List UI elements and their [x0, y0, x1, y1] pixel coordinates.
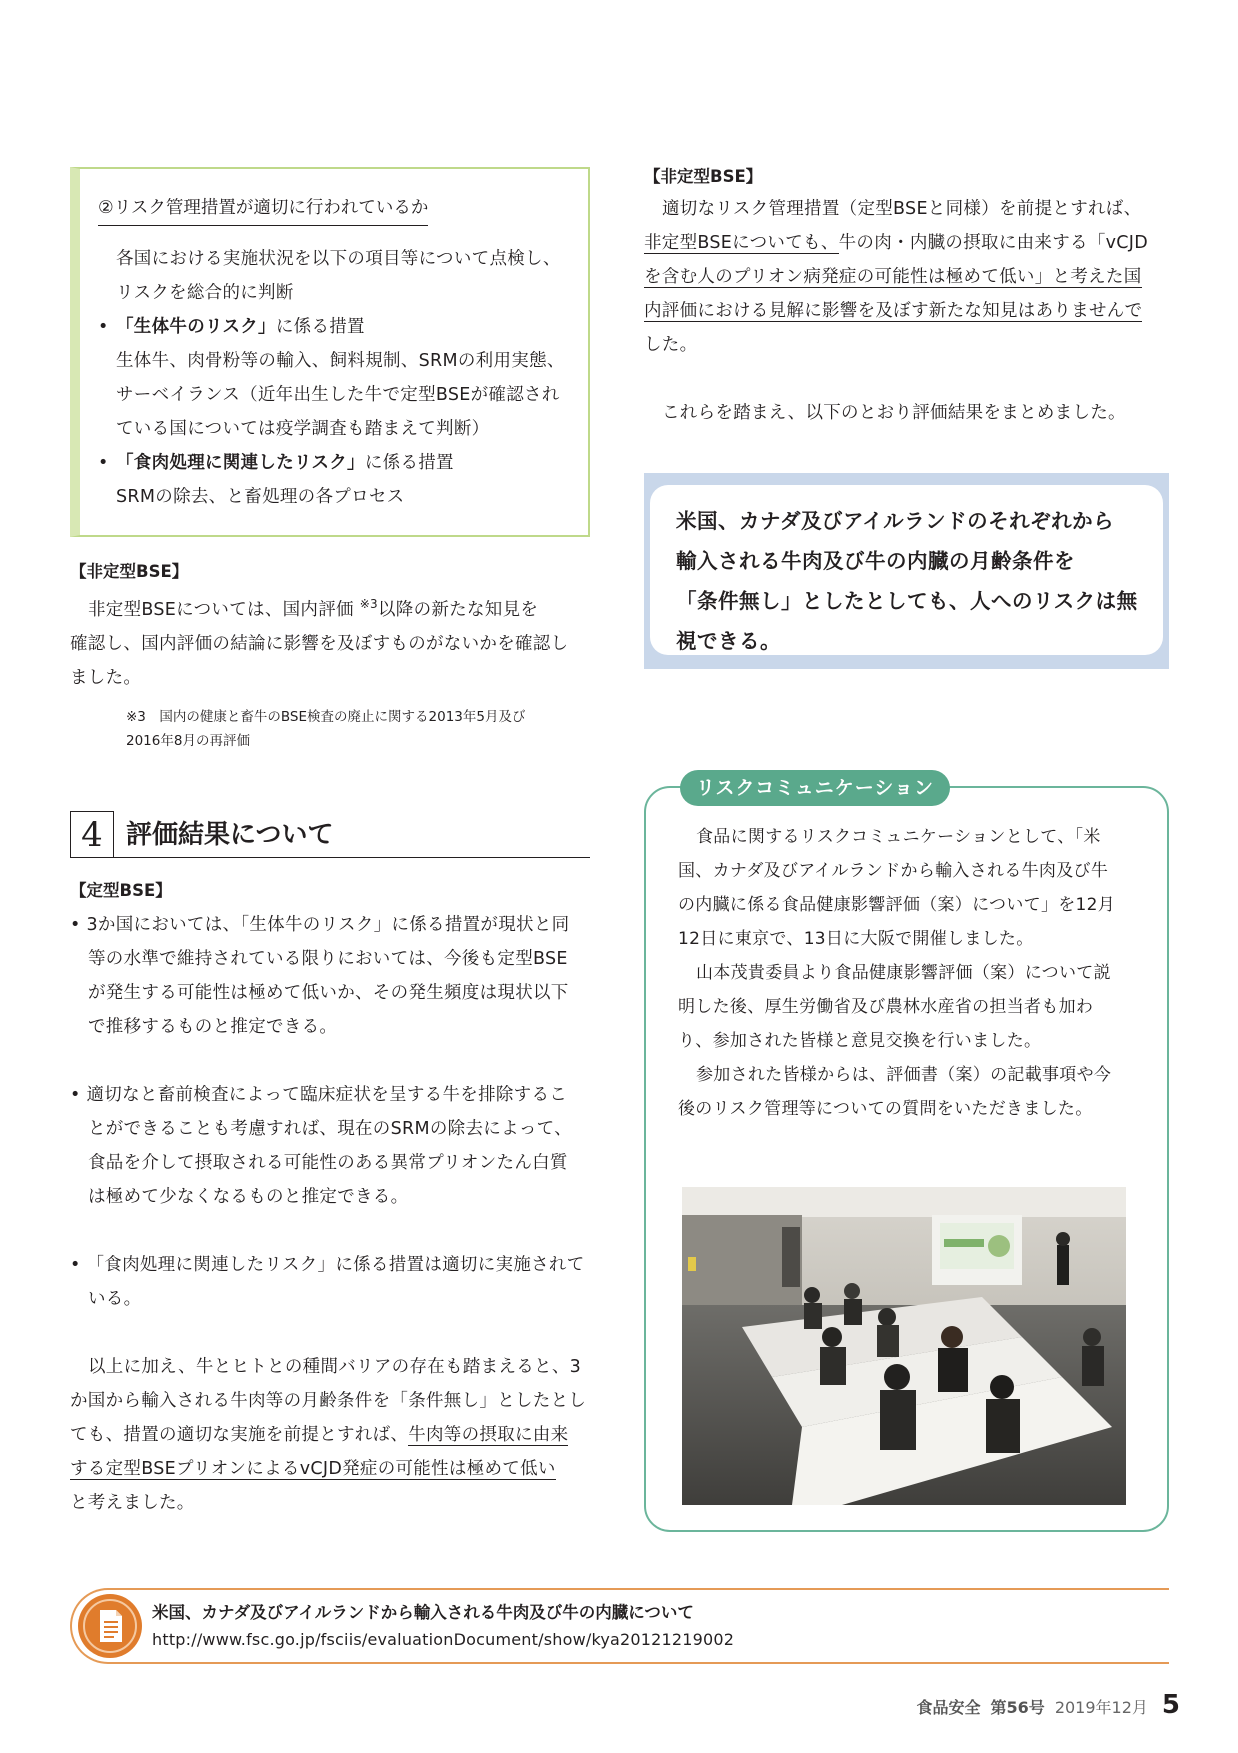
underlined-text: 非定型BSEについても、 [644, 233, 839, 253]
item-detail: ている国については疫学調査も踏まえて判断） [116, 419, 490, 439]
item-detail: SRMの除去、と畜処理の各プロセス [116, 487, 405, 507]
item-detail: サーベイランス（近年出生した牛で定型BSEが確認され [116, 385, 560, 405]
bullet-block: • 3か国においては、「生体牛のリスク」に係る措置が現状と同 等の水準で維持されている限りにおいては、今後も定型BSE が発生する可能性は極めて低いか、その発生頻度は現状以下 で推移するものと推定できる。 [70, 915, 570, 1037]
intro-line: 各国における実施状況を以下の項目等について点検し、 [116, 249, 561, 269]
sub-heading: 【非定型BSE】 [70, 562, 189, 581]
risk-communication-text: 食品に関するリスクコミュニケーションとして、「米 国、カナダ及びアイルランドから輸入される牛肉及び牛 の内臓に係る食品健康影響評価（案）について」を12月 12日に東京で、13日に大阪で開催しました。 山本茂貴委員より食品健康影響評価（案）について説 明した後、厚生労働省及び農林水産省の担当者も加わ り、参加された皆様と意見交換を行いました。 参加された皆様からは、評価書（案）の記載事項や今 後のリスク管理等についての質問をいただきました。 [678, 827, 1116, 1119]
page-number: 5 [1161, 1690, 1180, 1720]
item-rest: に係る措置 [275, 317, 365, 337]
section-heading [70, 808, 590, 858]
item-bold: 「生体牛のリスク」 [116, 317, 276, 337]
body-line: 確認し、国内評価の結論に影響を及ぼすものがないかを確認し [70, 633, 569, 654]
section-title: 評価結果について [126, 820, 334, 850]
bullet-block: • 適切なと畜前検査によって臨床症状を呈する牛を排除するこ とができることも考慮すれば、現在のSRMの除去によって、 食品を介して摂取される可能性のある異常プリオンたん白質 は極めて少なくなるものと推定できる。 [70, 1085, 572, 1207]
underlined-text: する定型BSEプリオンによるvCJD発症の可能性は極めて低い [70, 1459, 556, 1479]
risk-communication-label: リスクコミュニケーション [680, 770, 950, 806]
conclusion: 以上に加え、牛とヒトとの種間バリアの存在も踏まえると、3 か国から輸入される牛肉等の月齢条件を「条件無し」としたとし ても、措置の適切な実施を前提とすれば、牛肉等の摂取に由来 する定型BSEプリオンによるvCJD発症の可能性は極めて低い と考えました。 [70, 1357, 587, 1513]
meeting-photo [682, 1187, 1126, 1505]
issue-number: 第56号 [990, 1698, 1045, 1717]
section-number: 4 [70, 811, 114, 857]
list-item [98, 446, 570, 514]
reference-url[interactable]: http://www.fsc.go.jp/fsciis/evaluationDocument/show/kya20121219002 [152, 1630, 735, 1649]
body-line: ました。 [70, 667, 142, 688]
sub-heading: 【非定型BSE】 [644, 167, 763, 186]
underlined-text: を含む人のプリオン病発症の可能性は極めて低い」と考えた国 [644, 267, 1142, 287]
issue-date: 2019年12月 [1054, 1698, 1148, 1717]
bullet: • [98, 317, 109, 337]
footnote-mark: ※3 [359, 597, 378, 611]
bullet-block: • 「食肉処理に関連したリスク」に係る措置は適切に実施されて いる。 [70, 1255, 585, 1309]
item-bold: 「食肉処理に関連したリスク」 [116, 453, 365, 473]
page-footer [917, 1690, 1180, 1720]
intro-line: リスクを総合的に判断 [116, 283, 294, 303]
list-item [98, 310, 570, 446]
box-heading: ②リスク管理措置が適切に行われているか [98, 191, 428, 226]
summary-line: これらを踏まえ、以下のとおり評価結果をまとめました。 [662, 403, 1126, 423]
atypical-bse-right: 【非定型BSE】 適切なリスク管理措置（定型BSEと同様）を前提とすれば、 非定型BSEについても、牛の肉・内臓の摂取に由来する「vCJD を含む人のプリオン病発症の可能性は極めて低い」と考えた国 内評価における見解に影響を及ぼす新たな知見はありませんで した。 これらを踏まえ、以下のとおり評価結果をまとめました。 [644, 162, 1169, 430]
atypical-bse-left [70, 557, 590, 753]
sub-heading: 【定型BSE】 [70, 881, 172, 900]
magazine-name: 食品安全 [916, 1698, 981, 1717]
bullet: • [98, 453, 109, 473]
result-inner: 米国、カナダ及びアイルランドのそれぞれから 輸入される牛肉及び牛の内臓の月齢条件を 「条件無し」としたとしても、人へのリスクは無 視できる。 [650, 485, 1163, 655]
section-body [70, 876, 590, 1520]
box-intro [98, 242, 570, 310]
result-box [644, 473, 1169, 669]
item-detail: 生体牛、肉骨粉等の輸入、飼料規制、SRMの利用実態、 [116, 351, 565, 371]
underlined-text: 牛肉等の摂取に由来 [408, 1425, 569, 1445]
body-line: 非定型BSEについては、国内評価 $^{※3}$以降の新たな知見を [88, 597, 539, 620]
meeting-photo-image [682, 1187, 1126, 1505]
risk-management-box [70, 167, 590, 537]
underlined-text: 内評価における見解に影響を及ぼす新たな知見はありませんで [644, 301, 1143, 321]
reference-title: 米国、カナダ及びアイルランドから輸入される牛肉及び牛の内臓について [152, 1603, 694, 1622]
document-icon [78, 1594, 142, 1658]
item-rest: に係る措置 [364, 453, 454, 473]
footnote: ※3 国内の健康と畜牛のBSE検査の廃止に関する2013年5月及び 2016年8月の再評価 [126, 708, 526, 749]
